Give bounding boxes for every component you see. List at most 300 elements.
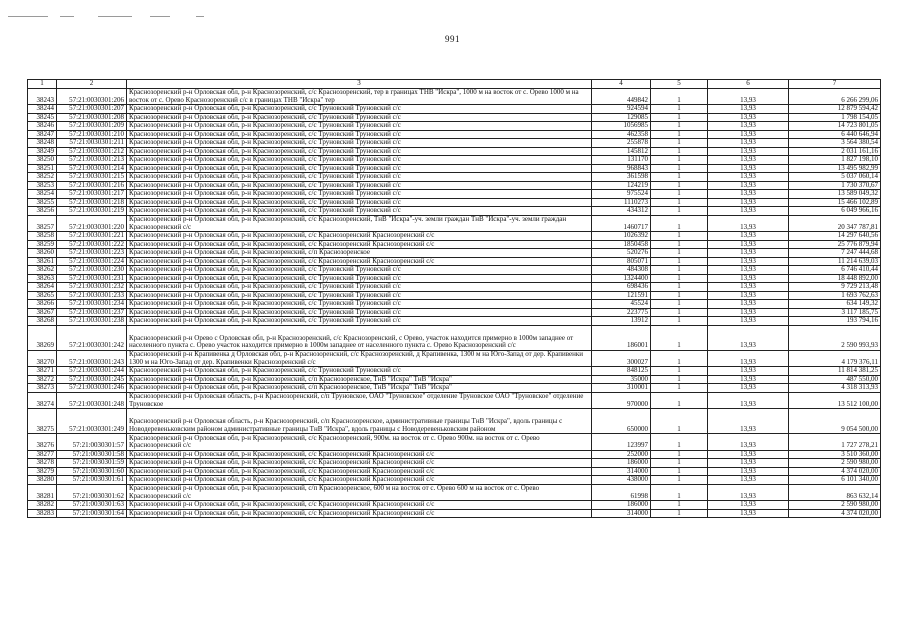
address-cell: Краснозоренский р-н Орловская обл, р-н Краснозоренский, с/с Краснозоренский, 900м. на восток от с. Орево 900м. на восток от с. Орево Краснозоренский с/с [127,434,592,451]
table-row [28,434,881,451]
area-cell: 698436 [592,283,651,292]
rate-cell: 13,93 [708,350,789,367]
row-number-cell: 38253 [28,181,57,190]
row-number-cell: 38272 [28,375,57,384]
cadastral-value-cell: 1 827 198,10 [789,156,881,165]
address-cell: Краснозоренский р-н Орловская обл, р-н Краснозоренский, с/с Труновский Труновский с/с [127,181,592,190]
area-cell: 61998 [592,484,651,501]
row-number-cell: 38273 [28,384,57,393]
table-row [28,147,881,156]
rate-cell: 13,93 [708,88,789,105]
area-cell: 255878 [592,139,651,148]
table-row [28,215,881,232]
share-cell: 1 [651,232,708,241]
area-cell: 1026392 [592,232,651,241]
table-row [28,476,881,485]
share-cell: 1 [651,325,708,350]
area-cell: 438000 [592,476,651,485]
rate-cell: 13,93 [708,249,789,258]
table-row [28,257,881,266]
rate-cell: 13,93 [708,113,789,122]
rate-cell: 13,93 [708,367,789,376]
address-cell: Краснозоренский р-н Орловская обл, р-н Краснозоренский, с/с Труновский Труновский с/с [127,164,592,173]
address-cell: Краснозоренский р-н Орловская обл, р-н Краснозоренский, с/п Краснозоренское, ТнВ "Искра" ТнВ "Искра" [127,375,592,384]
rate-cell: 13,93 [708,164,789,173]
share-cell: 1 [651,434,708,451]
address-cell: Краснозоренский р-н Орловская обл, р-н Краснозоренский, с/с Краснозоренский Краснозоренский с/с [127,509,592,518]
row-number-cell: 38247 [28,130,57,139]
cadastral-value-cell: 2 590 980,00 [789,501,881,510]
rate-cell: 13,93 [708,509,789,518]
row-number-cell: 38271 [28,367,57,376]
table-row [28,459,881,468]
table-row [28,198,881,207]
share-cell: 1 [651,181,708,190]
area-cell: 314000 [592,467,651,476]
column-header: 3 [127,80,592,89]
rate-cell: 13,93 [708,450,789,459]
cadastral-number-cell: 57:21:0030301:212 [57,147,127,156]
cadastral-number-cell: 57:21:0030301:62 [57,484,127,501]
cadastral-value-cell: 4 374 020,00 [789,509,881,518]
rate-cell: 13,93 [708,291,789,300]
area-cell: 186000 [592,459,651,468]
address-cell: Краснозоренский р-н Орловская обл, р-н Краснозоренский, с/с Краснозоренский, ТнВ "Искра"-уч. земли граждан ТнВ "Искра"-уч. земли граждан Краснозоренский с/с [127,215,592,232]
cadastral-value-cell: 6 101 340,00 [789,476,881,485]
cadastral-value-cell: 14 723 801,05 [789,122,881,131]
cadastral-number-cell: 57:21:0030301:232 [57,283,127,292]
table-row [28,105,881,114]
rate-cell: 13,93 [708,459,789,468]
share-cell: 1 [651,450,708,459]
area-cell: 1110273 [592,198,651,207]
address-cell: Краснозоренский р-н Орловская обл, р-н Краснозоренский, с/п Краснозоренское, 600 м на восток от с. Орево 600 м на восток от с. Орево Краснозоренский с/с [127,484,592,501]
area-cell: 131170 [592,156,651,165]
share-cell: 1 [651,501,708,510]
address-cell: Краснозоренский р-н Орловская обл, р-н Краснозоренский, с/с Труновский Труновский с/с [127,113,592,122]
row-number-cell: 38274 [28,392,57,409]
column-header: 5 [651,80,708,89]
cadastral-value-cell: 13 589 049,32 [789,190,881,199]
table-row [28,249,881,258]
share-cell: 1 [651,384,708,393]
share-cell: 1 [651,88,708,105]
cadastral-number-cell: 57:21:0030301:234 [57,300,127,309]
address-cell: Краснозоренский р-н Орловская обл, р-н Краснозоренский, с/с Краснозоренский, тер в границах ТНВ "Искра", 1000 м на восток от с. Орево 1000 м на восток от с. Орево Краснозоренский с/с в границах ТНВ "Искра" тер [127,88,592,105]
cadastral-number-cell: 57:21:0030301:222 [57,240,127,249]
row-number-cell: 38248 [28,139,57,148]
rate-cell: 13,93 [708,467,789,476]
row-number-cell: 38250 [28,156,57,165]
share-cell: 1 [651,509,708,518]
address-cell: Краснозоренский р-н Орловская область, р-н Краснозоренский, с/п Труновское, ОАО "Труновское" отделение Труновское ОАО "Труновское" отделение Труновское [127,392,592,409]
row-number-cell: 38243 [28,88,57,105]
rate-cell: 13,93 [708,207,789,216]
address-cell: Краснозоренский р-н Орловская обл, р-н Краснозоренский, с/с Краснозоренский Краснозоренский с/с [127,501,592,510]
share-cell: 1 [651,409,708,434]
table-row [28,181,881,190]
area-cell: 223775 [592,308,651,317]
cadastral-value-cell: 3 564 380,54 [789,139,881,148]
cadastral-number-cell: 57:21:0030301:218 [57,198,127,207]
table-row [28,300,881,309]
address-cell: Краснозоренский р-н Орево с Орловская обл, р-н Краснозоренский, с/с Краснозоренский, с Орево, участок находится примерно в 1000м западнее от населенного пункта с. Орево участок находится примерно в 1000м западнее от населенного пункта с. Орево Краснозоренский с/с [127,325,592,350]
share-cell: 1 [651,130,708,139]
cadastral-number-cell: 57:21:0030301:246 [57,384,127,393]
area-cell: 805071 [592,257,651,266]
table-row [28,467,881,476]
cadastral-value-cell: 3 510 360,00 [789,450,881,459]
area-cell: 252000 [592,450,651,459]
rate-cell: 13,93 [708,198,789,207]
cadastral-number-cell: 57:21:0030301:220 [57,215,127,232]
row-number-cell: 38260 [28,249,57,258]
cadastral-value-cell: 2 590 993,93 [789,325,881,350]
cadastral-number-cell: 57:21:0030301:215 [57,173,127,182]
cadastral-number-cell: 57:21:0030301:230 [57,266,127,275]
scan-artifact-marks [0,12,905,22]
rate-cell: 13,93 [708,384,789,393]
address-cell: Краснозоренский р-н Орловская обл, р-н Краснозоренский, с/с Труновский Труновский с/с [127,139,592,148]
address-cell: Краснозоренский р-н Орловская обл, р-н Краснозоренский, с/с Краснозоренский Краснозоренский с/с [127,257,592,266]
area-cell: 484308 [592,266,651,275]
cadastral-value-cell: 11 214 639,03 [789,257,881,266]
share-cell: 1 [651,173,708,182]
rate-cell: 13,93 [708,105,789,114]
address-cell: Краснозоренский р-н Крапивенка д Орловская обл, р-н Краснозоренский, с/с Краснозоренский, д Крапивенка, 1300 м на Юго-Запад от дер. Крапивенки 1300 м на Юго-Запад от дер. Крапивенки Краснозоренский с/с [127,350,592,367]
table-row [28,367,881,376]
cadastral-value-cell: 487 550,00 [789,375,881,384]
rate-cell: 13,93 [708,300,789,309]
cadastral-value-cell: 1 727 278,21 [789,434,881,451]
cadastral-value-cell: 12 879 594,42 [789,105,881,114]
table-row [28,274,881,283]
table-row [28,139,881,148]
share-cell: 1 [651,257,708,266]
address-cell: Краснозоренский р-н Орловская обл, р-н Краснозоренский, с/с Краснозоренский Краснозоренский с/с [127,450,592,459]
row-number-cell: 38244 [28,105,57,114]
row-number-cell: 38269 [28,325,57,350]
share-cell: 1 [651,291,708,300]
address-cell: Краснозоренский р-н Орловская обл, р-н Краснозоренский, с/с Труновский Труновский с/с [127,317,592,326]
table-row [28,450,881,459]
cadastral-number-cell: 57:21:0030301:57 [57,434,127,451]
rate-cell: 13,93 [708,392,789,409]
share-cell: 1 [651,207,708,216]
address-cell: Краснозоренский р-н Орловская обл, р-н Краснозоренский, с/с Труновский Труновский с/с [127,266,592,275]
rate-cell: 13,93 [708,190,789,199]
address-cell: Краснозоренский р-н Орловская обл, р-н Краснозоренский, с/с Краснозоренский Краснозоренский с/с [127,467,592,476]
cadastral-number-cell: 57:21:0030301:221 [57,232,127,241]
cadastral-number-cell: 57:21:0030301:233 [57,291,127,300]
share-cell: 1 [651,392,708,409]
cadastral-value-cell: 2 031 161,16 [789,147,881,156]
share-cell: 1 [651,164,708,173]
table-row [28,266,881,275]
table-row [28,232,881,241]
share-cell: 1 [651,300,708,309]
row-number-cell: 38264 [28,283,57,292]
rate-cell: 13,93 [708,283,789,292]
rate-cell: 13,93 [708,147,789,156]
rate-cell: 13,93 [708,139,789,148]
row-number-cell: 38278 [28,459,57,468]
area-cell: 924594 [592,105,651,114]
row-number-cell: 38275 [28,409,57,434]
area-cell: 650000 [592,409,651,434]
cadastral-number-cell: 57:21:0030301:242 [57,325,127,350]
cadastral-value-cell: 193 794,16 [789,317,881,326]
row-number-cell: 38265 [28,291,57,300]
column-header: 6 [708,80,789,89]
row-number-cell: 38255 [28,198,57,207]
cadastral-value-cell: 6 049 966,16 [789,207,881,216]
table-row [28,113,881,122]
table-row [28,308,881,317]
cadastral-number-cell: 57:21:0030301:224 [57,257,127,266]
table-row [28,325,881,350]
area-cell: 300027 [592,350,651,367]
share-cell: 1 [651,317,708,326]
area-cell: 186000 [592,501,651,510]
rate-cell: 13,93 [708,325,789,350]
cadastral-number-cell: 57:21:0030301:231 [57,274,127,283]
table-row [28,164,881,173]
area-cell: 121591 [592,291,651,300]
cadastral-value-cell: 5 037 060,14 [789,173,881,182]
rate-cell: 13,93 [708,375,789,384]
address-cell: Краснозоренский р-н Орловская обл, р-н Краснозоренский, с/с Труновский Труновский с/с [127,274,592,283]
cadastral-number-cell: 57:21:0030301:245 [57,375,127,384]
cadastral-value-cell: 4 374 020,00 [789,467,881,476]
share-cell: 1 [651,240,708,249]
area-cell: 45524 [592,300,651,309]
table-row [28,207,881,216]
area-cell: 186001 [592,325,651,350]
row-number-cell: 38258 [28,232,57,241]
table-row [28,283,881,292]
cadastral-value-cell: 863 632,14 [789,484,881,501]
area-cell: 1056985 [592,122,651,131]
table-row [28,375,881,384]
table-row [28,190,881,199]
table-row [28,350,881,367]
cadastral-number-cell: 57:21:0030301:209 [57,122,127,131]
table-row [28,291,881,300]
cadastral-value-cell: 18 448 892,00 [789,274,881,283]
rate-cell: 13,93 [708,232,789,241]
cadastral-number-cell: 57:21:0030301:249 [57,409,127,434]
row-number-cell: 38246 [28,122,57,131]
rate-cell: 13,93 [708,130,789,139]
cadastral-value-cell: 634 149,32 [789,300,881,309]
rate-cell: 13,93 [708,476,789,485]
cadastral-number-cell: 57:21:0030301:208 [57,113,127,122]
cadastral-value-cell: 3 117 185,75 [789,308,881,317]
row-number-cell: 38270 [28,350,57,367]
row-number-cell: 38245 [28,113,57,122]
area-cell: 462358 [592,130,651,139]
address-cell: Краснозоренский р-н Орловская обл, р-н Краснозоренский, с/с Труновский Труновский с/с [127,130,592,139]
cadastral-value-cell: 9 054 500,00 [789,409,881,434]
rate-cell: 13,93 [708,308,789,317]
address-cell: Краснозоренский р-н Орловская обл, р-н Краснозоренский, с/с Труновский Труновский с/с [127,291,592,300]
row-number-cell: 38256 [28,207,57,216]
table-row [28,501,881,510]
share-cell: 1 [651,113,708,122]
cadastral-number-cell: 57:21:0030301:59 [57,459,127,468]
land-registry-table [27,79,881,518]
cadastral-value-cell: 4 318 313,93 [789,384,881,393]
rate-cell: 13,93 [708,156,789,165]
area-cell: 1460717 [592,215,651,232]
cadastral-number-cell: 57:21:0030301:223 [57,249,127,258]
column-header: 2 [57,80,127,89]
cadastral-value-cell: 6 266 299,06 [789,88,881,105]
row-number-cell: 38268 [28,317,57,326]
table-row [28,392,881,409]
area-cell: 145812 [592,147,651,156]
table-body [28,88,881,518]
rate-cell: 13,93 [708,240,789,249]
address-cell: Краснозоренский р-н Орловская обл, р-н Краснозоренский, с/п Краснозоренское [127,249,592,258]
cadastral-value-cell: 1 798 154,05 [789,113,881,122]
cadastral-number-cell: 57:21:0030301:61 [57,476,127,485]
row-number-cell: 38266 [28,300,57,309]
area-cell: 129085 [592,113,651,122]
page-number: 991 [445,34,460,44]
area-cell: 449842 [592,88,651,105]
area-cell: 848125 [592,367,651,376]
table-row [28,317,881,326]
cadastral-value-cell: 1 730 370,67 [789,181,881,190]
area-cell: 968843 [592,164,651,173]
table-row [28,88,881,105]
row-number-cell: 38251 [28,164,57,173]
address-cell: Краснозоренский р-н Орловская обл, р-н Краснозоренский, с/с Труновский Труновский с/с [127,190,592,199]
share-cell: 1 [651,467,708,476]
cadastral-value-cell: 2 590 980,00 [789,459,881,468]
rate-cell: 13,93 [708,274,789,283]
row-number-cell: 38281 [28,484,57,501]
cadastral-number-cell: 57:21:0030301:219 [57,207,127,216]
address-cell: Краснозоренский р-н Орловская обл, р-н Краснозоренский, с/с Труновский Труновский с/с [127,198,592,207]
address-cell: Краснозоренский р-н Орловская обл, р-н Краснозоренский, с/с Труновский Труновский с/с [127,122,592,131]
cadastral-number-cell: 57:21:0030301:60 [57,467,127,476]
cadastral-number-cell: 57:21:0030301:248 [57,392,127,409]
address-cell: Краснозоренский р-н Орловская обл, р-н Краснозоренский, с/с Труновский Труновский с/с [127,367,592,376]
area-cell: 13912 [592,317,651,326]
table-row [28,384,881,393]
share-cell: 1 [651,375,708,384]
share-cell: 1 [651,249,708,258]
rate-cell: 13,93 [708,434,789,451]
row-number-cell: 38283 [28,509,57,518]
rate-cell: 13,93 [708,257,789,266]
table-row [28,156,881,165]
column-header: 4 [592,80,651,89]
row-number-cell: 38257 [28,215,57,232]
cadastral-number-cell: 57:21:0030301:243 [57,350,127,367]
rate-cell: 13,93 [708,317,789,326]
cadastral-value-cell: 11 814 381,25 [789,367,881,376]
row-number-cell: 38267 [28,308,57,317]
row-number-cell: 38277 [28,450,57,459]
address-cell: Краснозоренский р-н Орловская обл, р-н Краснозоренский, с/с Труновский Труновский с/с [127,105,592,114]
area-cell: 314000 [592,509,651,518]
cadastral-value-cell: 6 746 410,44 [789,266,881,275]
rate-cell: 13,93 [708,484,789,501]
rate-cell: 13,93 [708,266,789,275]
share-cell: 1 [651,308,708,317]
area-cell: 35000 [592,375,651,384]
cadastral-number-cell: 57:21:0030301:244 [57,367,127,376]
cadastral-value-cell: 6 440 646,94 [789,130,881,139]
area-cell: 1850458 [592,240,651,249]
row-number-cell: 38263 [28,274,57,283]
share-cell: 1 [651,190,708,199]
cadastral-value-cell: 25 776 879,94 [789,240,881,249]
share-cell: 1 [651,122,708,131]
rate-cell: 13,93 [708,215,789,232]
share-cell: 1 [651,476,708,485]
cadastral-number-cell: 57:21:0030301:58 [57,450,127,459]
column-header: 7 [789,80,881,89]
table-row [28,484,881,501]
area-cell: 975524 [592,190,651,199]
cadastral-number-cell: 57:21:0030301:63 [57,501,127,510]
row-number-cell: 38279 [28,467,57,476]
address-cell: Краснозоренский р-н Орловская обл, р-н Краснозоренский, с/с Краснозоренский Краснозоренский с/с [127,476,592,485]
address-cell: Краснозоренский р-н Орловская обл, р-н Краснозоренский, с/с Труновский Труновский с/с [127,147,592,156]
row-number-cell: 38261 [28,257,57,266]
column-header-row [28,80,881,89]
area-cell: 970000 [592,392,651,409]
area-cell: 123997 [592,434,651,451]
row-number-cell: 38262 [28,266,57,275]
table-row [28,130,881,139]
share-cell: 1 [651,367,708,376]
address-cell: Краснозоренский р-н Орловская обл, р-н Краснозоренский, с/с Труновский Труновский с/с [127,308,592,317]
rate-cell: 13,93 [708,501,789,510]
cadastral-value-cell: 15 466 102,89 [789,198,881,207]
cadastral-number-cell: 57:21:0030301:214 [57,164,127,173]
cadastral-value-cell: 20 347 787,81 [789,215,881,232]
area-cell: 434312 [592,207,651,216]
share-cell: 1 [651,459,708,468]
row-number-cell: 38249 [28,147,57,156]
cadastral-number-cell: 57:21:0030301:211 [57,139,127,148]
share-cell: 1 [651,156,708,165]
row-number-cell: 38259 [28,240,57,249]
table-row [28,409,881,434]
column-header: 1 [28,80,57,89]
share-cell: 1 [651,274,708,283]
share-cell: 1 [651,283,708,292]
cadastral-value-cell: 14 297 640,56 [789,232,881,241]
address-cell: Краснозоренский р-н Орловская обл, р-н Краснозоренский, с/с Труновский Труновский с/с [127,283,592,292]
cadastral-number-cell: 57:21:0030301:238 [57,317,127,326]
cadastral-number-cell: 57:21:0030301:237 [57,308,127,317]
cadastral-number-cell: 57:21:0030301:217 [57,190,127,199]
rate-cell: 13,93 [708,173,789,182]
row-number-cell: 38254 [28,190,57,199]
row-number-cell: 38280 [28,476,57,485]
table-row [28,240,881,249]
address-cell: Краснозоренский р-н Орловская обл, р-н Краснозоренский, с/с Краснозоренский Краснозоренский с/с [127,459,592,468]
area-cell: 1324400 [592,274,651,283]
cadastral-value-cell: 9 729 213,48 [789,283,881,292]
